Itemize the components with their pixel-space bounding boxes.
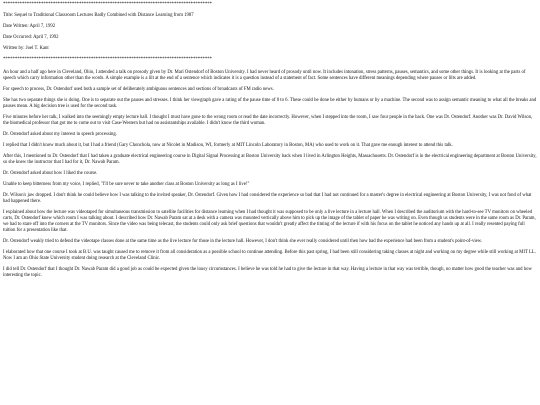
paragraph: Unable to keep bitterness from my voice, I replied, "I'll be sure never to take another class at Boston University as long as I live!" (3, 182, 250, 187)
paragraph: An hour and a half ago here in Cleveland, Ohio, I attended a talk on prosody given by Dr. Mari Ostendorf of Boston University. I had never heard of prosody until now. It includes intonation, stress patterns, pauses, semantics, and some other things. It is looking at the parts of speech which carry information other than the words. A simple example is a lilt at the end of a sentence which indicates it is a question instead of a statement of fact. Some sentences have different meanings depending where pauses or lilts are added. (3, 70, 527, 81)
paragraph: I replied that I didn't know much about it, but I had a friend (Gary Chonchola, now at Nicolet in Madison, WI, formerly at MIT Lincoln Laboratory in Boston, MA) who used to work on it. That gave me enough interest to attend this talk. (3, 143, 453, 148)
footer-rule: **************************************************************************************** (3, 57, 212, 62)
paragraph: After this, I mentioned to Dr. Ostendorf that I had taken a graduate electrical engineering course in Digital Signal Processing at Boston University back when I lived in Arlington Heights, Massachusetts. Dr. Ostendorf is in the electrical engineering department at Boston University, so she knew the instructor that I had for it, Dr. Nawab Param. (3, 154, 538, 165)
paragraph: Dr. Ostendorf asked about how I liked the course. (3, 171, 98, 176)
paragraph: Five minutes before her talk, I walked into the seemingly empty lecture hall. I thought I must have gone to the wrong room or read the date incorrectly. However, when I stepped into the room, I saw four people in the back. One was Dr. Ostendorf. Another was Dr. David Wilson, the biomedical professor that got me to come out to visit Case-Western but had no assistantships available. I didn't know the third woman. (3, 115, 534, 126)
document-title: Title: Sequel to Traditional Classroom Lectures Badly Combined with Distance Learning from 1987 (3, 13, 194, 18)
paragraph: I did tell Dr. Ostendorf that I thought Dr. Nawab Param did a good job as could be expected given the lousy circumstances. I believe he was told he had to give the lecture in that way. Having a lecture in that way was terrible, though, no matter how good the teacher was and how interesting the topic. (3, 267, 534, 278)
paragraph: I elaborated how that one course I took at B.U. was taught caused me to remove it from all consideration as a possible school to continue attending. Before this past spring, I had been still considering taking classes at night and working on my degree while still working at MIT LL. Now I am an Ohio State University student doing research at the Cleveland Clinic. (3, 250, 538, 261)
date-occurred: Date Occurred: April 7, 1992 (3, 35, 59, 40)
date-written: Date Written: April 7, 1992 (3, 24, 56, 29)
paragraph: Dr. Ostendorf weakly tried to defend the videotape classes done at the same time as the live lecture for those in the lecture hall. However, I don't think she ever really considered until then how bad the experience had been from a student's point-of-view. (3, 239, 483, 244)
paragraph: Dr. Ostendorf asked about my interest in speech processing. (3, 132, 117, 137)
paragraph: Dr. Wilson's jaw dropped. I don't think he could believe how I was talking to the invited speaker, Dr. Ostendorf. Given how I had considered the experience so bad that I had not continued for a master's degree in electrical engineering at Boston University, I was not fond of what had happened there. (3, 193, 533, 204)
paragraph: I explained about how the lecture was videotaped for simultaneous transmission to satellite facilities for distance learning when I had thought it was supposed to be only a live lecture in a lecture hall. When I described the auditorium with the hard-to-see TV monitors on wheeled carts, Dr. Ostendorf knew which room I was talking about. I described how Dr. Nawab Param sat at a desk with a camera was mounted vertically above him to pick up the image of the tablet of paper he was writing on. Even though us students were in the same room as Dr. Param, we had to stare off into the corners at the TV monitors. Since the video was being telecast, the students could only ask brief questions that wouldn't greatly affect the timing of the lecture if with his focus on the tablet he noticed any hands up at all. I really resented paying full tuition for a presentation like that. (3, 210, 537, 233)
paragraph: For speech to process, Dr. Ostendorf used both a sample set of deliberately ambiguous sentences and sections of broadcasts of FM radio news. (3, 87, 274, 92)
author-line: Written by: Joel T. Kant (3, 46, 49, 51)
paragraph: She has two separate things she is doing. One is to separate out the pauses and stresses. I think her viewgraph gave a rating of the pause time of 0 to 6. These could be done be either by humans or by a machine. The second was to assign semantic meaning to what all the breaks and pauses mean. A big decision tree is used for the second task. (3, 98, 538, 109)
header-rule: **************************************************************************************** (3, 2, 212, 7)
